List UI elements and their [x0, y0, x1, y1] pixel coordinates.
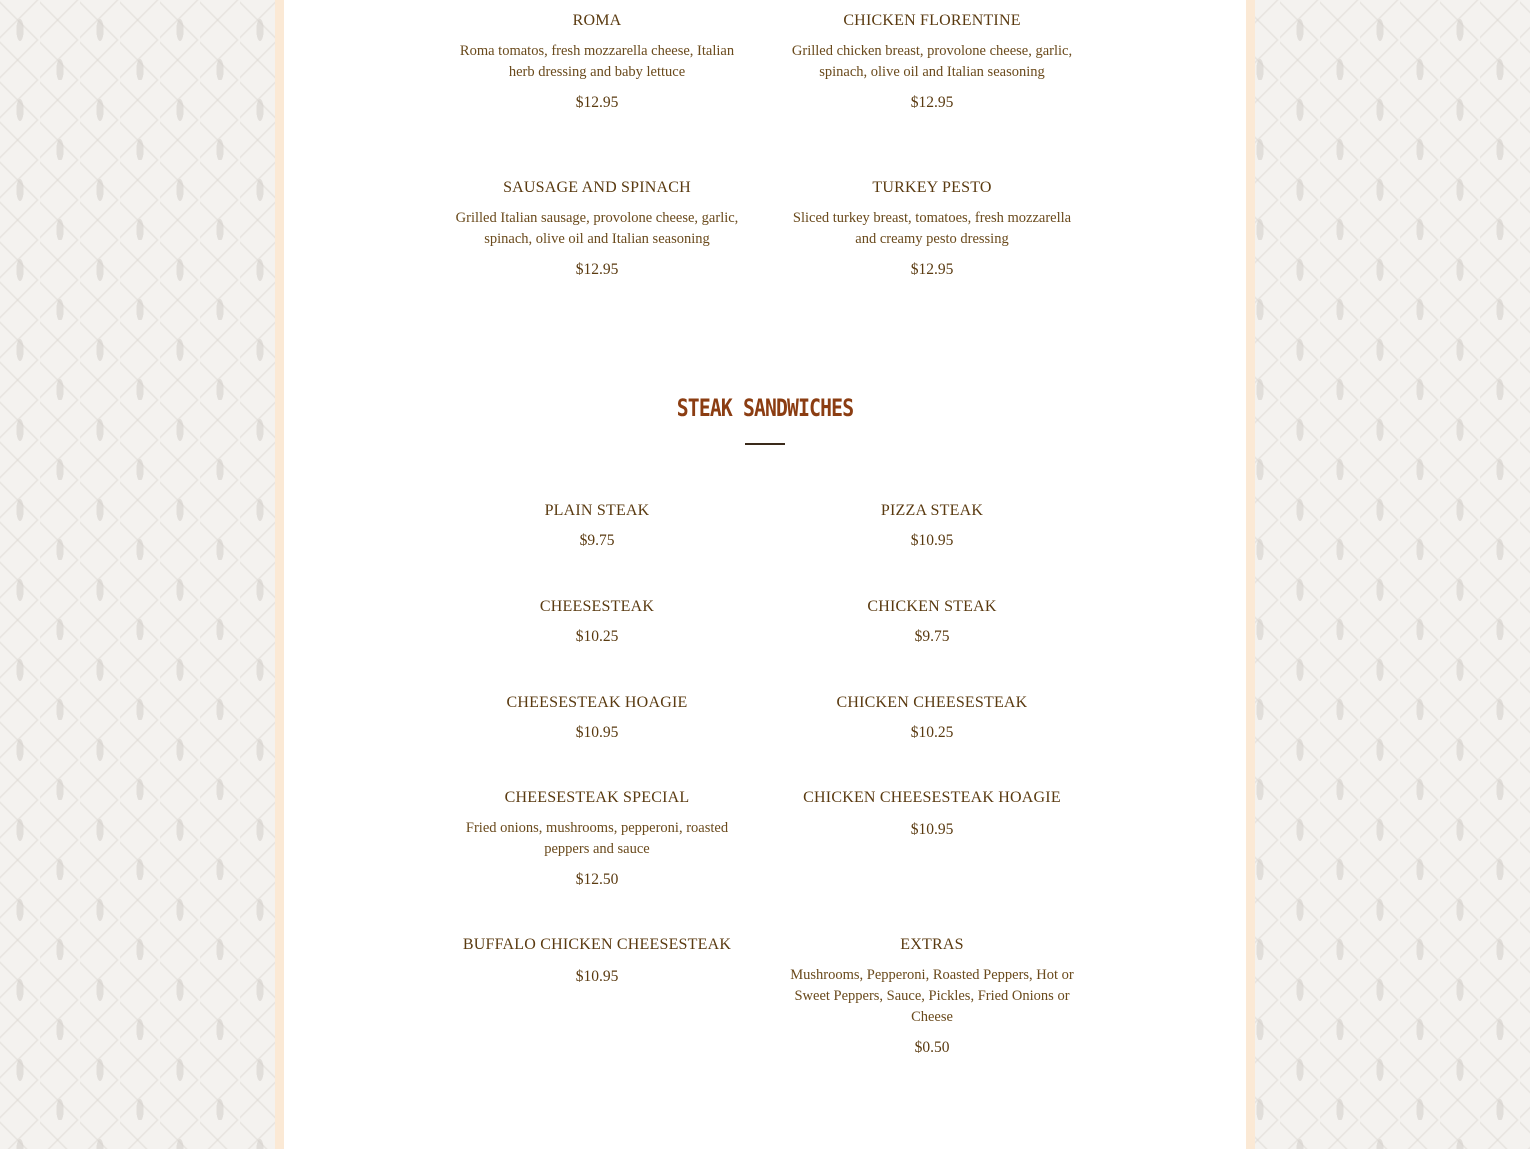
item-name: EXTRAS [900, 936, 964, 953]
item-price: $0.50 [914, 1039, 950, 1056]
item-name: CHEESESTEAK [539, 598, 655, 615]
menu-item-buffalo-chicken-cheesesteak [452, 935, 742, 987]
item-name: ROMA [572, 12, 622, 29]
menu-item-chicken-florentine [787, 11, 1077, 113]
item-name: CHICKEN STEAK [867, 598, 997, 615]
item-price: $12.95 [910, 94, 954, 111]
menu-item-chicken-cheesesteak-hoagie [787, 788, 1077, 840]
item-description: Grilled chicken breast, provolone cheese, garlic, spinach, olive oil and Italian seasoning [791, 43, 1073, 80]
item-description: Mushrooms, Pepperoni, Roasted Peppers, Hot or Sweet Peppers, Sauce, Pickles, Fried Onions or Cheese [790, 967, 1074, 1025]
menu-item-extras [787, 935, 1077, 1058]
menu-item-cheesesteak [452, 597, 742, 647]
item-price: $10.95 [910, 821, 954, 838]
section-divider [745, 443, 785, 445]
item-price: $10.95 [910, 532, 954, 549]
item-name: TURKEY PESTO [872, 179, 992, 196]
item-price: $10.25 [575, 628, 619, 645]
menu-item-sausage-spinach [452, 178, 742, 280]
menu-item-chicken-steak [787, 597, 1077, 647]
menu-item-roma [452, 11, 742, 113]
item-price: $10.25 [910, 724, 954, 741]
item-name: BUFFALO CHICKEN CHEESESTEAK [462, 936, 732, 953]
item-name: PLAIN STEAK [544, 502, 650, 519]
item-description: Grilled Italian sausage, provolone cheese, garlic, spinach, olive oil and Italian seasoning [455, 210, 739, 247]
item-name: CHICKEN CHEESESTEAK HOAGIE [803, 789, 1061, 806]
item-price: $9.75 [914, 628, 950, 645]
item-description: Sliced turkey breast, tomatoes, fresh mozzarella and creamy pesto dressing [792, 210, 1072, 247]
menu-item-pizza-steak [787, 501, 1077, 551]
item-name: CHICKEN CHEESESTEAK [836, 694, 1028, 711]
item-name: CHEESESTEAK HOAGIE [506, 694, 688, 711]
item-price: $12.95 [575, 261, 619, 278]
item-price: $10.95 [575, 724, 619, 741]
item-name: PIZZA STEAK [880, 502, 984, 519]
menu-item-chicken-cheesesteak [787, 693, 1077, 743]
item-description: Roma tomatos, fresh mozzarella cheese, Italian herb dressing and baby lettuce [459, 43, 735, 80]
menu-item-plain-steak [452, 501, 742, 551]
item-name: CHICKEN FLORENTINE [843, 12, 1021, 29]
item-price: $9.75 [579, 532, 615, 549]
menu-item-turkey-pesto [787, 178, 1077, 280]
menu-item-cheesesteak-special [452, 788, 742, 890]
item-description: Fried onions, mushrooms, pepperoni, roasted peppers and sauce [465, 820, 729, 857]
item-price: $12.95 [575, 94, 619, 111]
item-name: CHEESESTEAK SPECIAL [504, 789, 690, 806]
section-title-steak-sandwiches: STEAK SANDWICHES [676, 394, 854, 422]
menu-page [284, 0, 1246, 1149]
item-price: $10.95 [575, 968, 619, 985]
item-price: $12.95 [910, 261, 954, 278]
item-price: $12.50 [575, 871, 619, 888]
item-name: SAUSAGE AND SPINACH [503, 179, 691, 196]
menu-item-cheesesteak-hoagie [452, 693, 742, 743]
